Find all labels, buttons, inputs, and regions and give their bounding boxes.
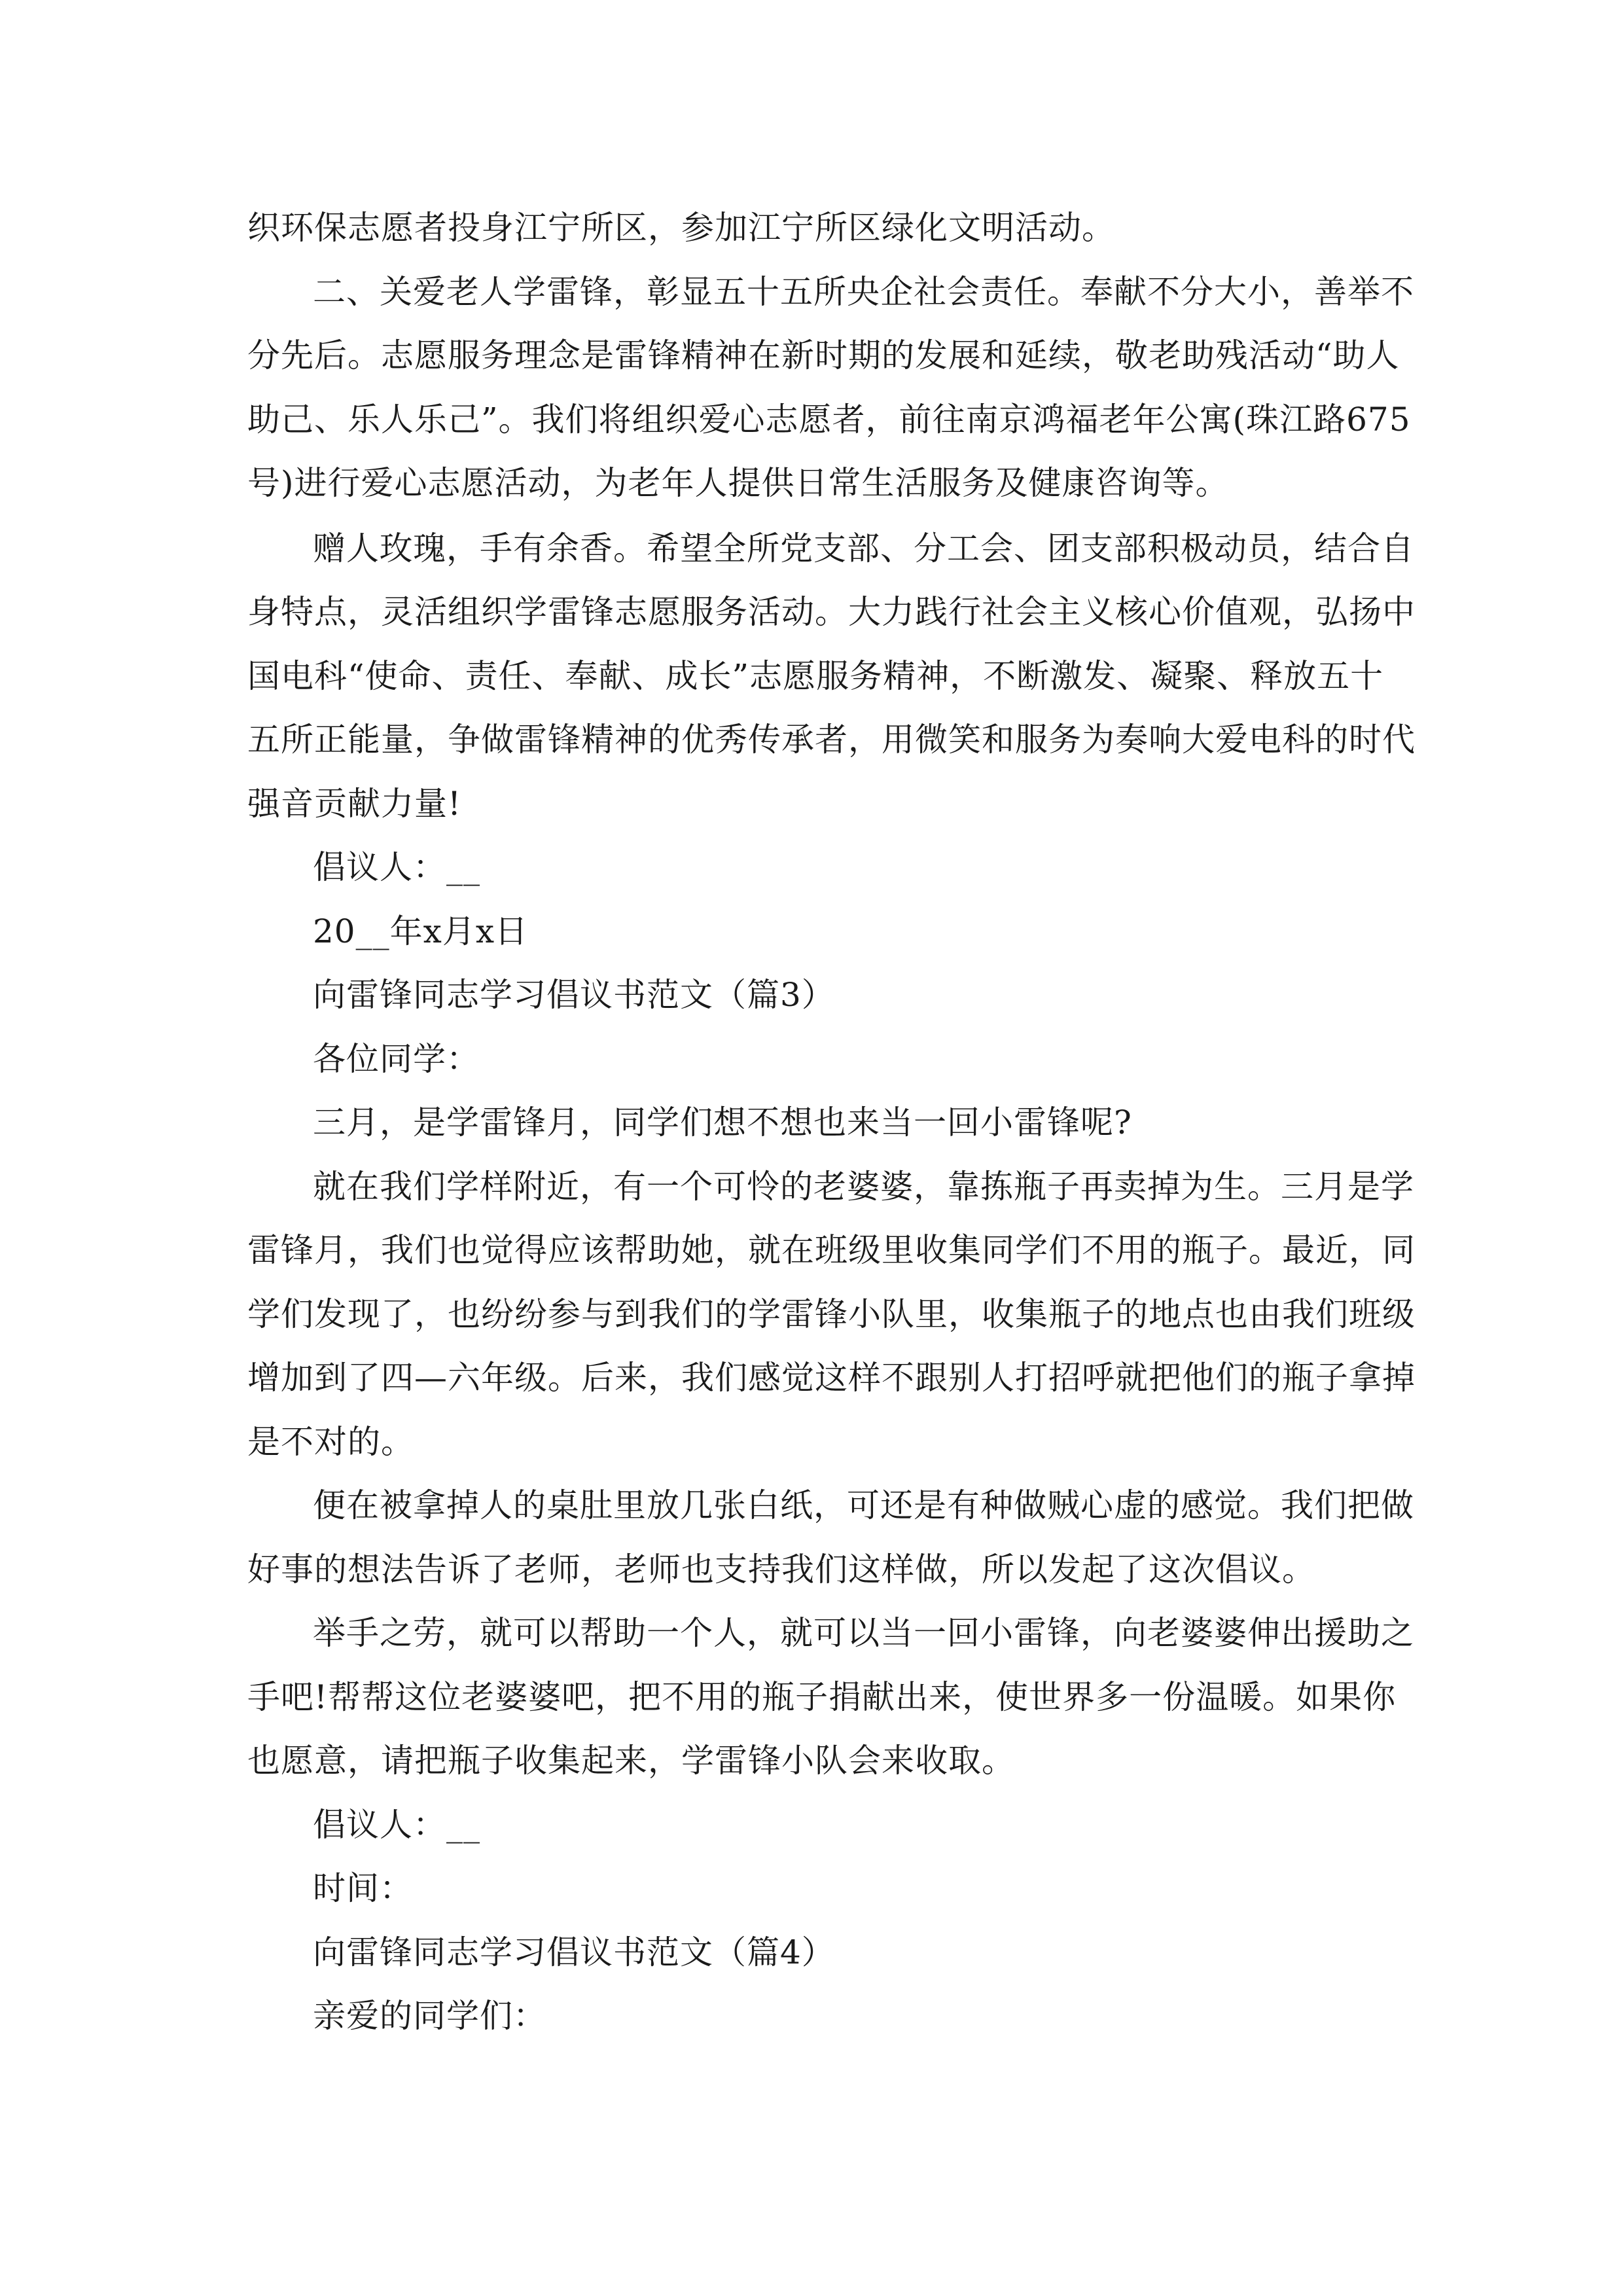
date-line: 时间： (313, 1869, 413, 1907)
text-line: 助己、乐人乐己”。我们将组织爱心志愿者，前往南京鸿福老年公寓(珠江路675 (247, 401, 1411, 439)
text-line: 强音贡献力量! (247, 785, 462, 823)
text-line: 织环保志愿者投身江宁所区，参加江宁所区绿化文明活动。 (247, 209, 1115, 247)
paragraph-start: 便在被拿掉人的桌肚里放几张白纸，可还是有种做贼心虚的感觉。我们把做 (313, 1486, 1414, 1524)
paragraph-start: 就在我们学样附近，有一个可怜的老婆婆，靠拣瓶子再卖掉为生。三月是学 (313, 1168, 1414, 1206)
text-line: 身特点，灵活组织学雷锋志愿服务活动。大力践行社会主义核心价值观，弘扬中 (247, 593, 1416, 631)
text-line: 也愿意，请把瓶子收集起来，学雷锋小队会来收取。 (247, 1742, 1015, 1780)
section-heading: 向雷锋同志学习倡议书范文（篇3） (313, 976, 835, 1014)
text-line: 增加到了四—六年级。后来，我们感觉这样不跟别人打招呼就把他们的瓶子拿掉 (247, 1359, 1416, 1397)
paragraph-start: 二、关爱老人学雷锋，彰显五十五所央企社会责任。奉献不分大小，善举不 (313, 273, 1414, 311)
date-line: 20__年x月x日 (313, 912, 529, 950)
paragraph-start: 举手之劳，就可以帮助一个人，就可以当一回小雷锋，向老婆婆伸出援助之 (313, 1614, 1414, 1652)
text-line: 学们发现了，也纷纷参与到我们的学雷锋小队里，收集瓶子的地点也由我们班级 (247, 1295, 1416, 1333)
signatory-line: 倡议人：__ (313, 1806, 480, 1844)
text-line: 分先后。志愿服务理念是雷锋精神在新时期的发展和延续，敬老助残活动“助人 (247, 336, 1400, 374)
text-line: 五所正能量，争做雷锋精神的优秀传承者，用微笑和服务为奏响大爱电科的时代 (247, 721, 1416, 759)
salutation: 亲爱的同学们： (313, 1997, 546, 2035)
text-line: 手吧!帮帮这位老婆婆吧，把不用的瓶子捐献出来，使世界多一份温暖。如果你 (247, 1678, 1397, 1716)
section-heading: 向雷锋同志学习倡议书范文（篇4） (313, 1933, 835, 1971)
paragraph-start: 赠人玫瑰，手有余香。希望全所党支部、分工会、团支部积极动员，结合自 (313, 529, 1414, 567)
text-line: 国电科“使命、责任、奉献、成长”志愿服务精神，不断激发、凝聚、释放五十 (247, 657, 1384, 695)
text-line: 雷锋月，我们也觉得应该帮助她，就在班级里收集同学们不用的瓶子。最近，同 (247, 1231, 1416, 1269)
salutation: 各位同学： (313, 1040, 480, 1078)
text-line: 号)进行爱心志愿活动，为老年人提供日常生活服务及健康咨询等。 (247, 464, 1229, 502)
paragraph-start: 三月，是学雷锋月，同学们想不想也来当一回小雷锋呢? (313, 1103, 1132, 1141)
signatory-line: 倡议人：__ (313, 848, 480, 886)
text-line: 好事的想法告诉了老师，老师也支持我们这样做，所以发起了这次倡议。 (247, 1551, 1315, 1588)
text-line: 是不对的。 (247, 1423, 414, 1461)
